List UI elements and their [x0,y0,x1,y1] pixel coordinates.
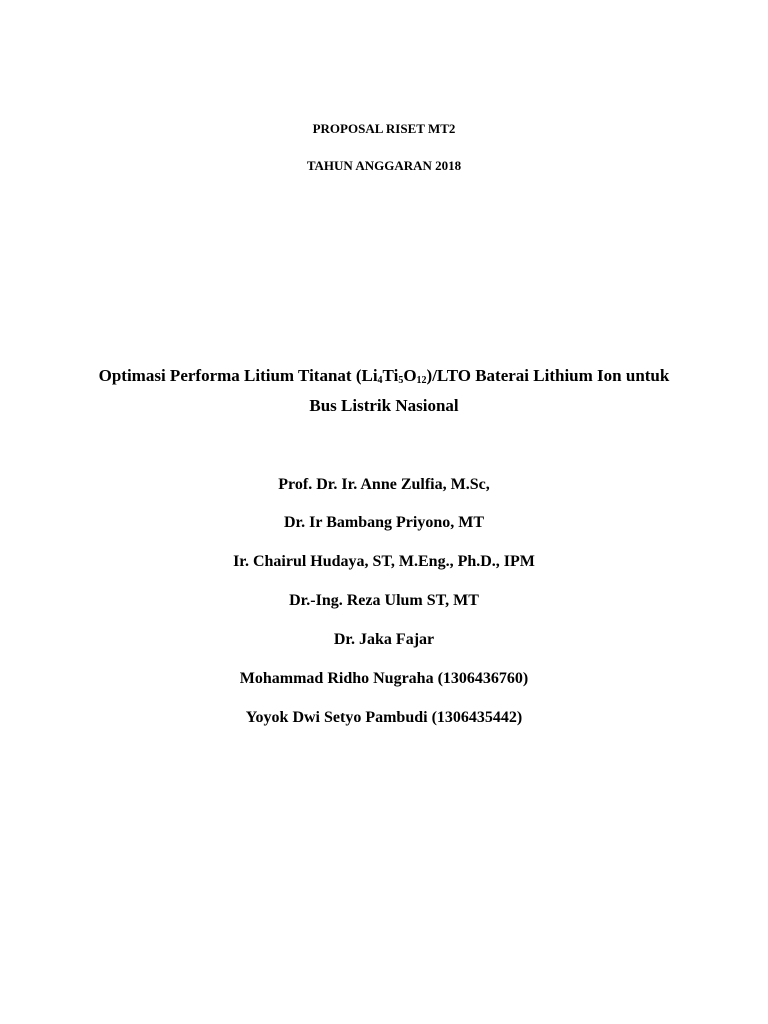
title-subscript-a: 4 [377,375,383,386]
author-name: Ir. Chairul Hudaya, ST, M.Eng., Ph.D., IPM [233,553,535,570]
author-name: Mohammad Ridho Nugraha (1306436760) [239,670,529,687]
title-subscript-c: 12 [416,375,427,386]
author-name: Dr. Jaka Fajar [333,631,435,648]
author-name: Dr.-Ing. Reza Ulum ST, MT [289,592,479,609]
budget-year-heading: TAHUN ANGGARAN 2018 [306,158,462,173]
document-title-line-2: Bus Listrik Nasional [309,396,459,415]
document-title-line-1 [0,366,768,386]
author-name: Dr. Ir Bambang Priyono, MT [283,514,484,531]
author-name: Prof. Dr. Ir. Anne Zulfia, M.Sc, [278,476,490,493]
title-text-b: Ti [382,366,399,385]
title-subscript-b: 5 [398,375,404,386]
title-text-a: Optimasi Performa Litium Titanat (Li [98,366,378,385]
title-text-c: O [403,366,417,385]
author-name: Yoyok Dwi Setyo Pambudi (1306435442) [245,709,523,726]
proposal-heading: PROPOSAL RISET MT2 [312,121,456,136]
title-text-d: )/LTO Baterai Lithium Ion untuk [426,366,670,385]
